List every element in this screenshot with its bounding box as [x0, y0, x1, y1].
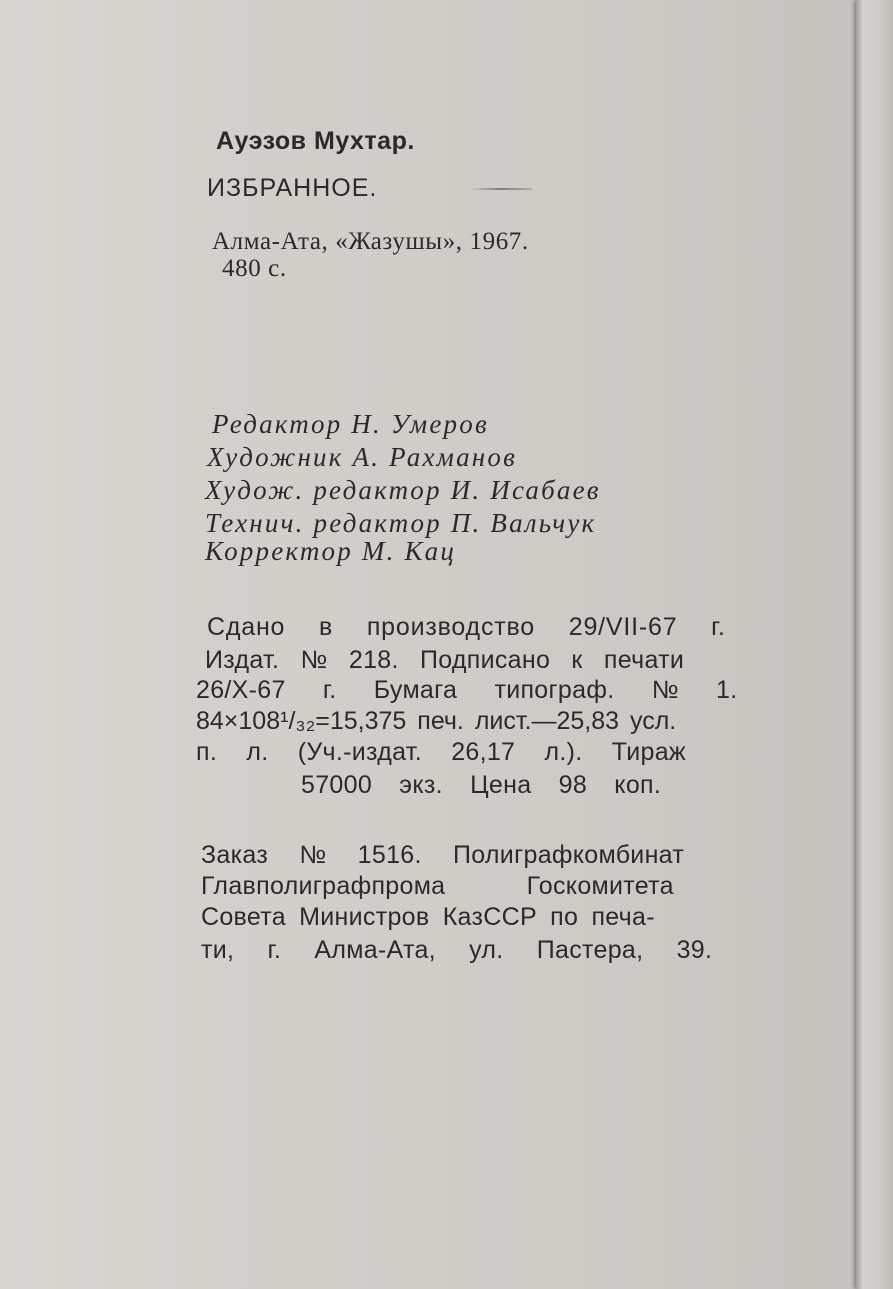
book-imprint: Алма-Ата, «Жазушы», 1967.: [212, 228, 529, 255]
printer-line: Главполиграфпрома Госкомитета: [201, 872, 674, 900]
production-line: 57000 экз. Цена 98 коп.: [301, 771, 662, 799]
book-author: Ауэзов Мухтар.: [216, 127, 415, 155]
printer-line: ти, г. Алма-Ата, ул. Пастера, 39.: [201, 936, 713, 964]
pencil-mark: [470, 188, 532, 190]
credit-art-editor: Худож. редактор И. Исабаев: [205, 475, 601, 505]
book-gutter: [856, 0, 893, 1289]
production-line: 84×108¹/₃₂=15,375 печ. лист.—25,83 усл.: [196, 707, 677, 735]
credit-tech-editor: Технич. редактор П. Вальчук: [205, 508, 597, 538]
production-line: п. л. (Уч.-издат. 26,17 л.). Тираж: [196, 738, 686, 766]
production-line: Издат. № 218. Подписано к печати: [205, 646, 685, 674]
printer-line: Заказ № 1516. Полиграфкомбинат: [201, 841, 685, 869]
credit-artist: Художник А. Рахманов: [207, 442, 518, 472]
printer-line: Совета Министров КазССР по печа-: [201, 903, 655, 931]
production-line: 26/Х-67 г. Бумага типограф. № 1.: [196, 676, 738, 704]
credit-editor: Редактор Н. Умеров: [212, 409, 489, 439]
production-line: Сдано в производство 29/VII-67 г.: [207, 613, 726, 641]
page-count: 480 с.: [222, 255, 287, 282]
book-title: ИЗБРАННОЕ.: [207, 174, 378, 202]
credit-proofreader: Корректор М. Кац: [205, 536, 457, 566]
